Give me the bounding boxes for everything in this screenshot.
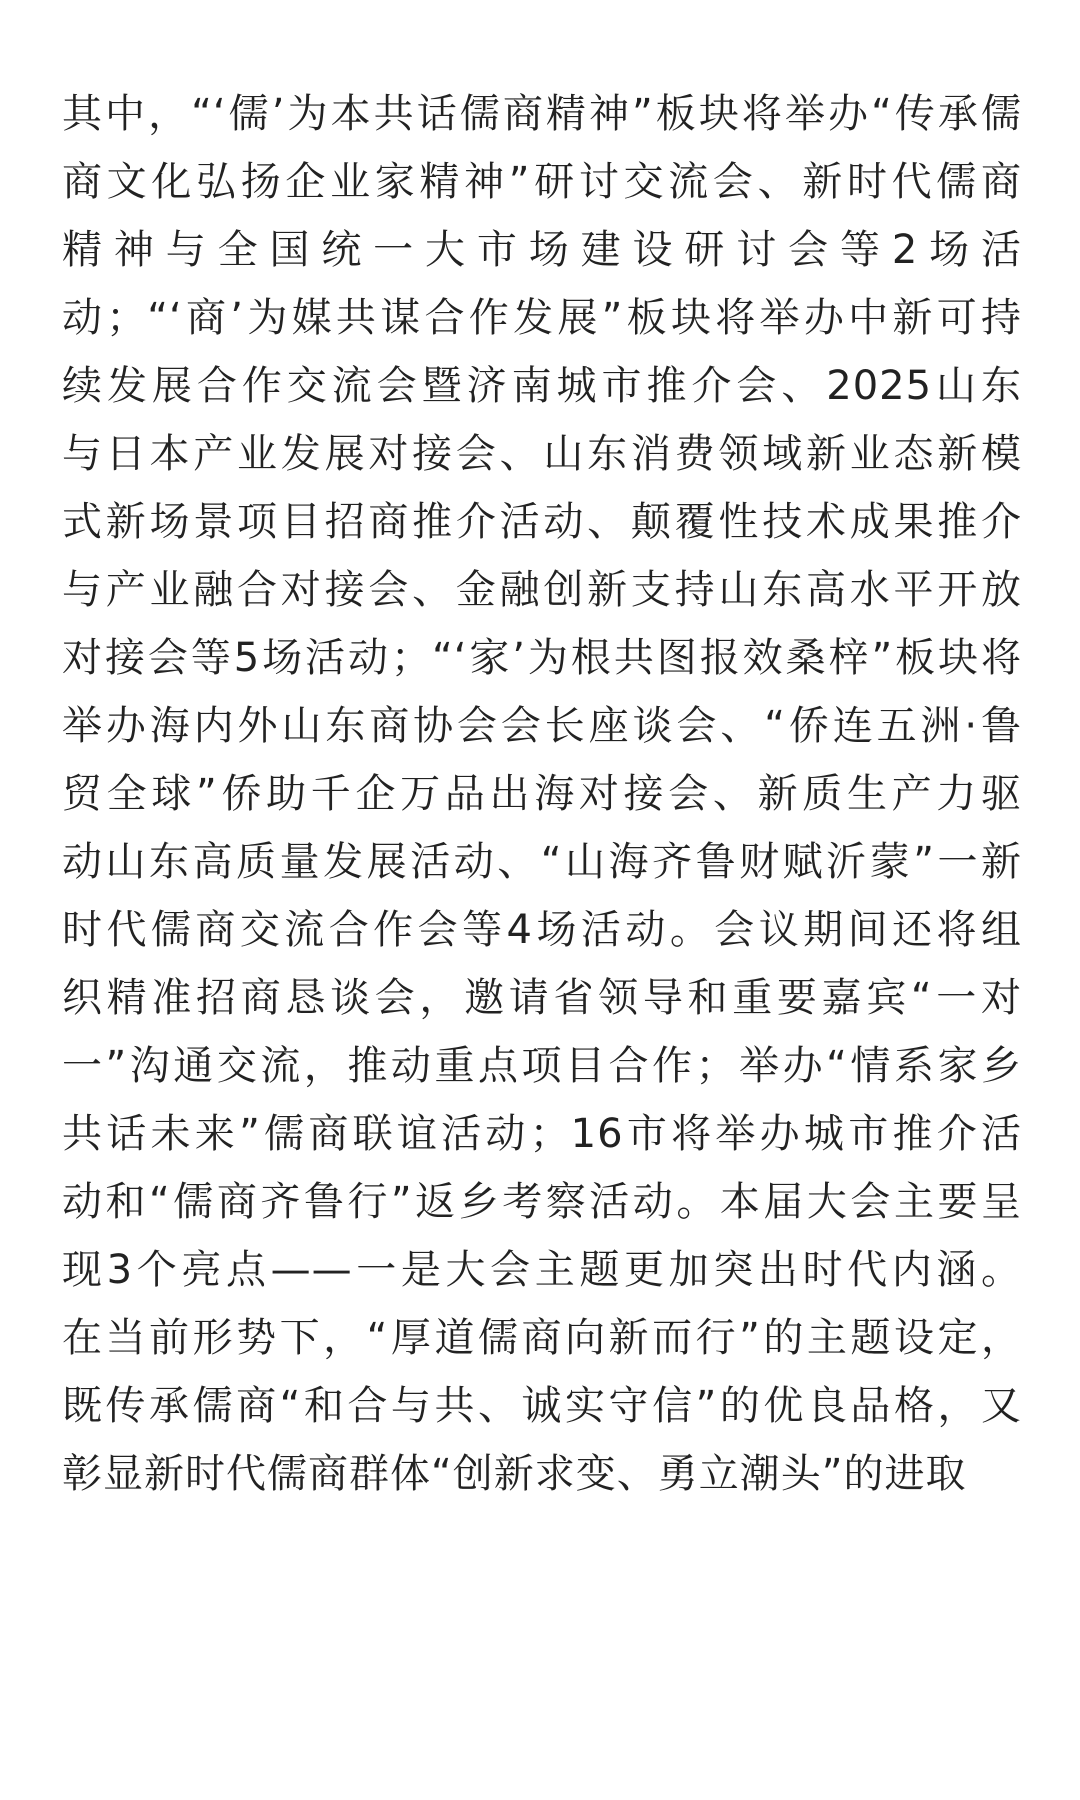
article-line-10: 举办海内外山东商协会会长座谈会、“侨连五洲·鲁 — [62, 703, 1022, 749]
article-line-6: 与日本产业发展对接会、山东消费领域新业态新模 — [62, 431, 1022, 477]
article-line-8: 与产业融合对接会、金融创新支持山东高水平开放 — [62, 567, 1022, 613]
article-line-19: 在当前形势下，“厚道儒商向新而行”的主题设定， — [62, 1315, 1022, 1361]
article-line-16: 共话未来”儒商联谊活动；16市将举办城市推介活 — [62, 1111, 1022, 1157]
article-line-13: 时代儒商交流合作会等4场活动。会议期间还将组 — [62, 907, 1022, 953]
article-line-9: 对接会等5场活动；“‘家’为根共图报效桑梓”板块将 — [62, 635, 1022, 681]
article-line-18: 现3个亮点——一是大会主题更加突出时代内涵。 — [62, 1247, 1022, 1293]
article-line-21: 彰显新时代儒商群体“创新求变、勇立潮头”的进取 — [62, 1451, 967, 1497]
article-line-17: 动和“儒商齐鲁行”返乡考察活动。本届大会主要呈 — [62, 1179, 1022, 1225]
article-line-11: 贸全球”侨助千企万品出海对接会、新质生产力驱 — [62, 771, 1022, 817]
article-line-3: 精神与全国统一大市场建设研讨会等2场活 — [62, 227, 1022, 273]
article-line-15: 一”沟通交流，推动重点项目合作；举办“情系家乡 — [62, 1043, 1022, 1089]
article-line-1: 其中，“‘儒’为本共话儒商精神”板块将举办“传承儒 — [62, 91, 1022, 137]
article-line-2: 商文化弘扬企业家精神”研讨交流会、新时代儒商 — [62, 159, 1022, 205]
article-line-20: 既传承儒商“和合与共、诚实守信”的优良品格，又 — [62, 1383, 1022, 1429]
article-line-12: 动山东高质量发展活动、“山海齐鲁财赋沂蒙”一新 — [62, 839, 1022, 885]
article-line-4: 动；“‘商’为媒共谋合作发展”板块将举办中新可持 — [62, 295, 1022, 341]
article-line-7: 式新场景项目招商推介活动、颠覆性技术成果推介 — [62, 499, 1022, 545]
article-line-14: 织精准招商恳谈会，邀请省领导和重要嘉宾“一对 — [62, 975, 1022, 1021]
article-body — [62, 80, 1022, 1508]
article-line-5: 续发展合作交流会暨济南城市推介会、2025山东 — [62, 363, 1022, 409]
